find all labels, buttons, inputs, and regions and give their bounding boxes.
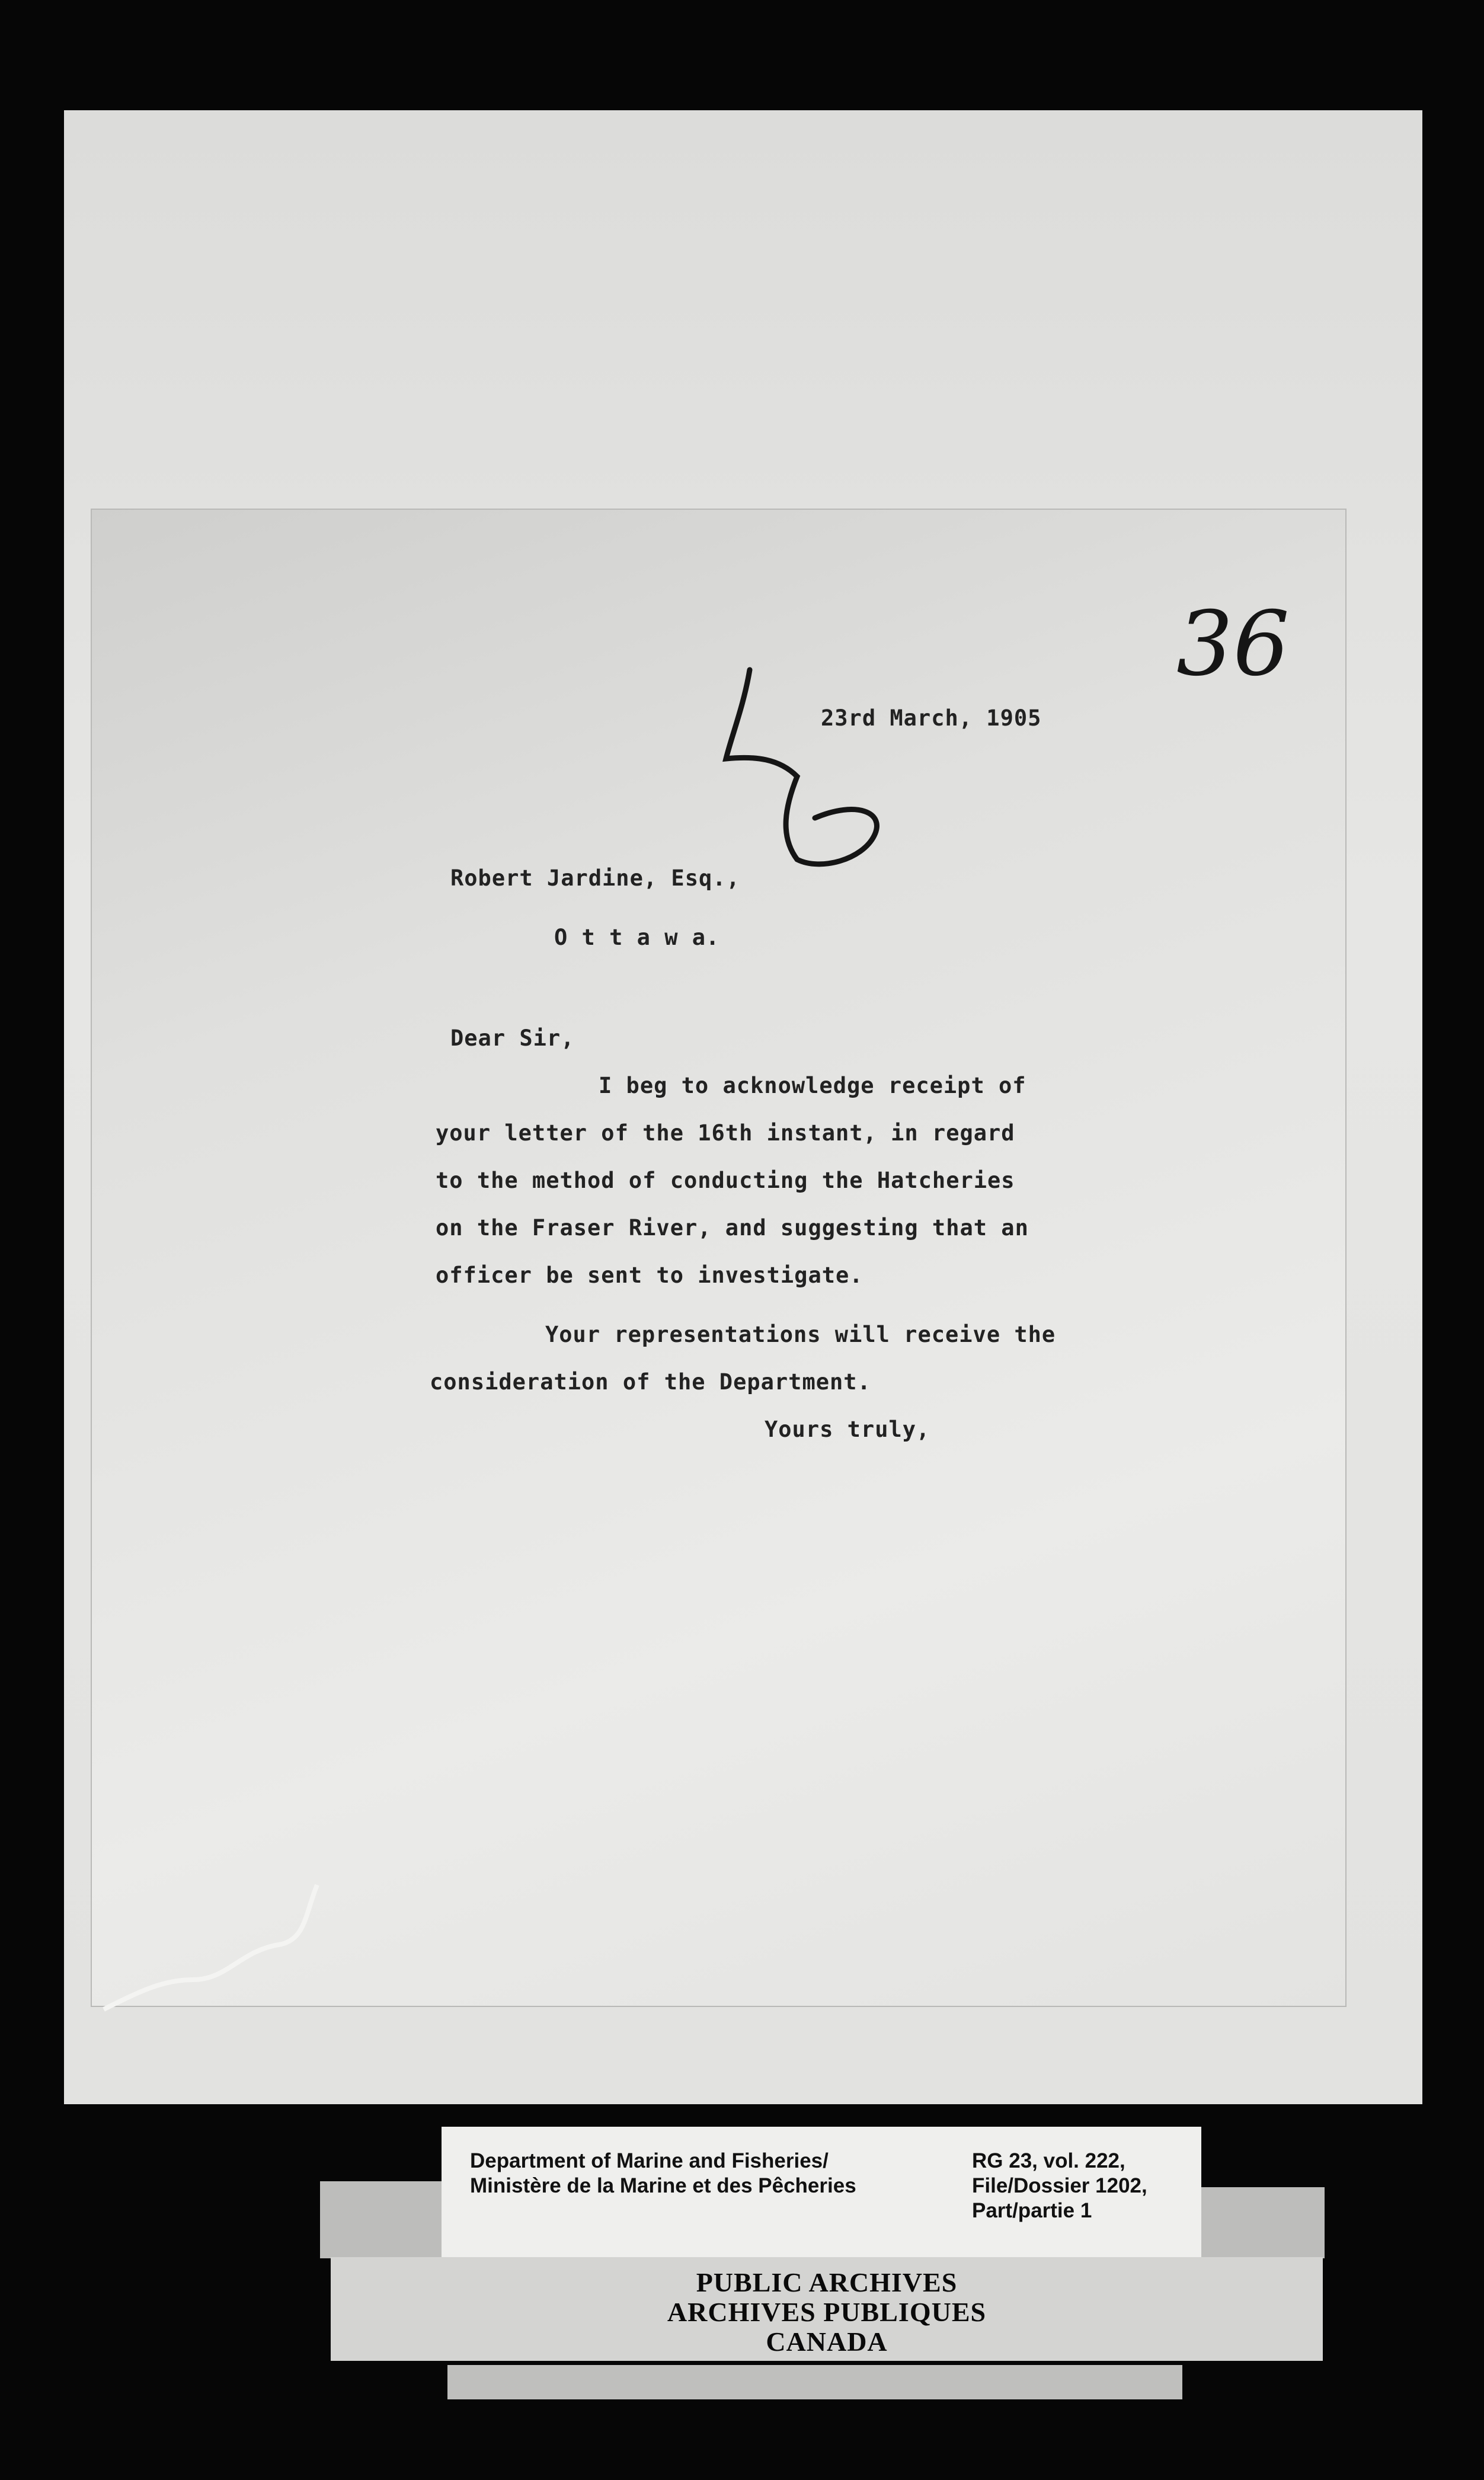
department-english: Department of Marine and Fisheries/ (470, 2149, 829, 2172)
handwritten-annotation-mark (708, 658, 910, 877)
closing: Yours truly, (765, 1417, 930, 1442)
body-line: officer be sent to investigate. (436, 1263, 863, 1288)
letter-date: 23rd March, 1905 (821, 705, 1042, 731)
torn-edge-mark (92, 1861, 329, 2015)
body-line: I beg to acknowledge receipt of (599, 1073, 1026, 1098)
body-line: Your representations will receive the (545, 1322, 1056, 1347)
folio-number: 36 (1176, 593, 1290, 696)
addressee-name: Robert Jardine, Esq., (450, 865, 740, 891)
reference-record-group: RG 23, vol. 222, (972, 2149, 1125, 2172)
public-archives-stamp (331, 2257, 1323, 2361)
addressee-city: O t t a w a. (554, 925, 720, 950)
reference-file: File/Dossier 1202, (972, 2174, 1147, 2197)
stamp-line-french: ARCHIVES PUBLIQUES (667, 2297, 987, 2327)
label-bottom-strip (447, 2365, 1182, 2399)
body-line: consideration of the Department. (430, 1369, 871, 1395)
tape-right (1200, 2187, 1325, 2258)
body-line: on the Fraser River, and suggesting that an (436, 1215, 1029, 1241)
department-french: Ministère de la Marine et des Pêcheries (470, 2174, 856, 2197)
reference-part: Part/partie 1 (972, 2199, 1092, 2222)
letter-page (92, 510, 1345, 2006)
stamp-line-country: CANADA (766, 2326, 888, 2357)
archive-reference-label (442, 2127, 1201, 2258)
body-line: to the method of conducting the Hatcheries (436, 1168, 1015, 1193)
stamp-line-english: PUBLIC ARCHIVES (696, 2267, 958, 2297)
tape-left (320, 2181, 444, 2258)
body-line: your letter of the 16th instant, in regard (436, 1120, 1015, 1146)
salutation: Dear Sir, (450, 1025, 575, 1051)
